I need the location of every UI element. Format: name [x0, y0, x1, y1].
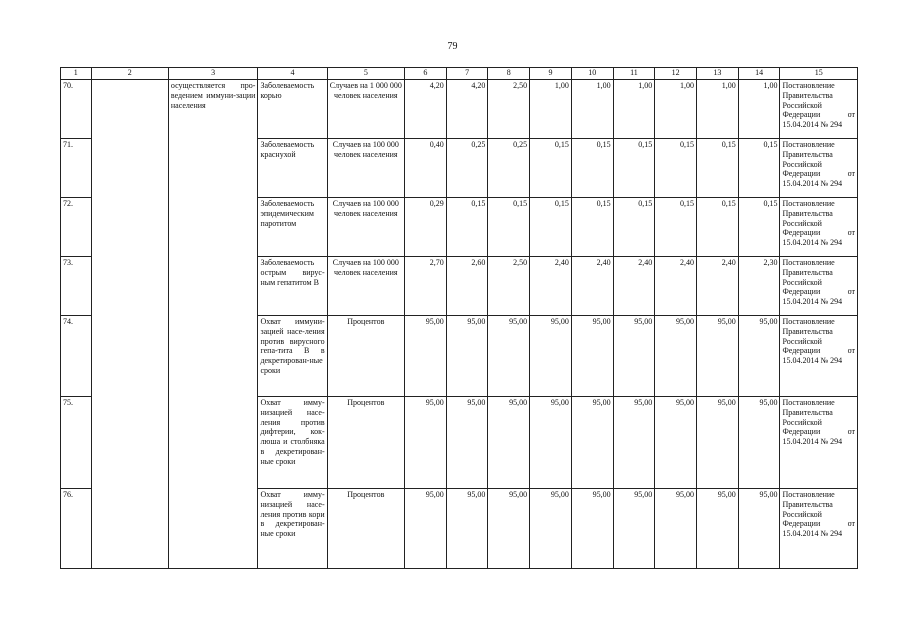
value-cell: 95,00 [488, 316, 530, 397]
value-cell: 2,40 [530, 257, 572, 316]
unit-cell: Процентов [327, 397, 404, 489]
header-row [61, 68, 858, 80]
value-cell: 95,00 [404, 489, 446, 569]
indicator-name: Заболеваемость эпидемическим паротитом [258, 198, 327, 257]
value-cell: 95,00 [571, 397, 613, 489]
value-cell: 95,00 [738, 489, 780, 569]
value-cell: 0,29 [404, 198, 446, 257]
value-cell: 2,30 [738, 257, 780, 316]
indicator-name: Охват имму-низацией насе-ления против дифтерии, кок-люша и столбняка в декретирован-ные сроки [258, 397, 327, 489]
merged-col2-cell [91, 80, 168, 569]
value-cell: 95,00 [404, 397, 446, 489]
value-cell: 2,60 [446, 257, 488, 316]
row-number: 73. [61, 257, 92, 316]
value-cell: 95,00 [530, 316, 572, 397]
header-cell: 8 [488, 68, 530, 80]
value-cell: 95,00 [446, 489, 488, 569]
header-cell: 9 [530, 68, 572, 80]
source-cell: Постановление Правительства Российской Федерации от 15.04.2014 № 294 [780, 198, 858, 257]
value-cell: 2,40 [613, 257, 655, 316]
value-cell: 95,00 [488, 489, 530, 569]
header-cell: 13 [697, 68, 739, 80]
row-number: 74. [61, 316, 92, 397]
unit-cell: Процентов [327, 489, 404, 569]
header-cell: 6 [404, 68, 446, 80]
header-cell: 1 [61, 68, 92, 80]
source-cell: Постановление Правительства Российской Федерации от 15.04.2014 № 294 [780, 489, 858, 569]
header-cell: 7 [446, 68, 488, 80]
value-cell: 95,00 [738, 397, 780, 489]
indicator-name: Заболеваемость острым вирус-ным гепатитом В [258, 257, 327, 316]
header-cell: 14 [738, 68, 780, 80]
value-cell: 1,00 [697, 80, 739, 139]
unit-cell: Процентов [327, 316, 404, 397]
header-cell: 11 [613, 68, 655, 80]
header-cell: 5 [327, 68, 404, 80]
value-cell: 2,70 [404, 257, 446, 316]
value-cell: 0,15 [446, 198, 488, 257]
value-cell: 95,00 [655, 316, 697, 397]
value-cell: 2,40 [655, 257, 697, 316]
value-cell: 1,00 [530, 80, 572, 139]
value-cell: 0,15 [613, 139, 655, 198]
header-cell: 10 [571, 68, 613, 80]
value-cell: 1,00 [738, 80, 780, 139]
unit-cell: Случаев на 100 000 человек населения [327, 257, 404, 316]
value-cell: 2,40 [571, 257, 613, 316]
value-cell: 1,00 [571, 80, 613, 139]
unit-cell: Случаев на 100 000 человек населения [327, 139, 404, 198]
indicator-name: Охват иммуни-зацией насе-ления против вирусного гепа-тита В в декретирован-ные сроки [258, 316, 327, 397]
row-number: 71. [61, 139, 92, 198]
indicator-name: Заболеваемость краснухой [258, 139, 327, 198]
value-cell: 1,00 [655, 80, 697, 139]
value-cell: 95,00 [697, 316, 739, 397]
value-cell: 0,15 [488, 198, 530, 257]
source-cell: Постановление Правительства Российской Федерации от 15.04.2014 № 294 [780, 139, 858, 198]
page-number: 79 [447, 41, 458, 52]
indicator-name: Заболеваемость корью [258, 80, 327, 139]
value-cell: 0,40 [404, 139, 446, 198]
row-number: 72. [61, 198, 92, 257]
value-cell: 0,15 [530, 198, 572, 257]
value-cell: 0,15 [571, 198, 613, 257]
header-cell: 4 [258, 68, 327, 80]
value-cell: 95,00 [655, 489, 697, 569]
value-cell: 95,00 [571, 489, 613, 569]
value-cell: 4,20 [404, 80, 446, 139]
source-cell: Постановление Правительства Российской Федерации от 15.04.2014 № 294 [780, 257, 858, 316]
value-cell: 95,00 [530, 489, 572, 569]
value-cell: 95,00 [738, 316, 780, 397]
value-cell: 0,15 [613, 198, 655, 257]
header-cell: 15 [780, 68, 858, 80]
value-cell: 95,00 [571, 316, 613, 397]
value-cell: 0,15 [530, 139, 572, 198]
source-cell: Постановление Правительства Российской Федерации от 15.04.2014 № 294 [780, 397, 858, 489]
value-cell: 95,00 [697, 397, 739, 489]
row-number: 75. [61, 397, 92, 489]
value-cell: 0,15 [655, 198, 697, 257]
unit-cell: Случаев на 100 000 человек населения [327, 198, 404, 257]
value-cell: 0,15 [697, 198, 739, 257]
value-cell: 0,25 [488, 139, 530, 198]
value-cell: 95,00 [613, 397, 655, 489]
header-cell: 3 [168, 68, 258, 80]
source-cell: Постановление Правительства Российской Федерации от 15.04.2014 № 294 [780, 316, 858, 397]
value-cell: 95,00 [655, 397, 697, 489]
value-cell: 95,00 [613, 316, 655, 397]
value-cell: 0,25 [446, 139, 488, 198]
value-cell: 4,20 [446, 80, 488, 139]
value-cell: 2,50 [488, 257, 530, 316]
value-cell: 95,00 [446, 397, 488, 489]
value-cell: 0,15 [738, 198, 780, 257]
indicators-table [60, 67, 858, 569]
value-cell: 0,15 [655, 139, 697, 198]
indicator-name: Охват имму-низацией насе-ления против кори в декретирован-ные сроки [258, 489, 327, 569]
merged-col3-cell: осуществляется про-ведением иммуни-зации населения [168, 80, 258, 569]
value-cell: 95,00 [488, 397, 530, 489]
value-cell: 2,50 [488, 80, 530, 139]
value-cell: 0,15 [738, 139, 780, 198]
table-row [61, 80, 858, 139]
value-cell: 1,00 [613, 80, 655, 139]
value-cell: 95,00 [697, 489, 739, 569]
unit-cell: Случаев на 1 000 000 человек населения [327, 80, 404, 139]
value-cell: 95,00 [404, 316, 446, 397]
source-cell: Постановление Правительства Российской Федерации от 15.04.2014 № 294 [780, 80, 858, 139]
row-number: 70. [61, 80, 92, 139]
value-cell: 0,15 [697, 139, 739, 198]
row-number: 76. [61, 489, 92, 569]
value-cell: 2,40 [697, 257, 739, 316]
value-cell: 95,00 [446, 316, 488, 397]
value-cell: 95,00 [613, 489, 655, 569]
header-cell: 12 [655, 68, 697, 80]
value-cell: 0,15 [571, 139, 613, 198]
value-cell: 95,00 [530, 397, 572, 489]
header-cell: 2 [91, 68, 168, 80]
